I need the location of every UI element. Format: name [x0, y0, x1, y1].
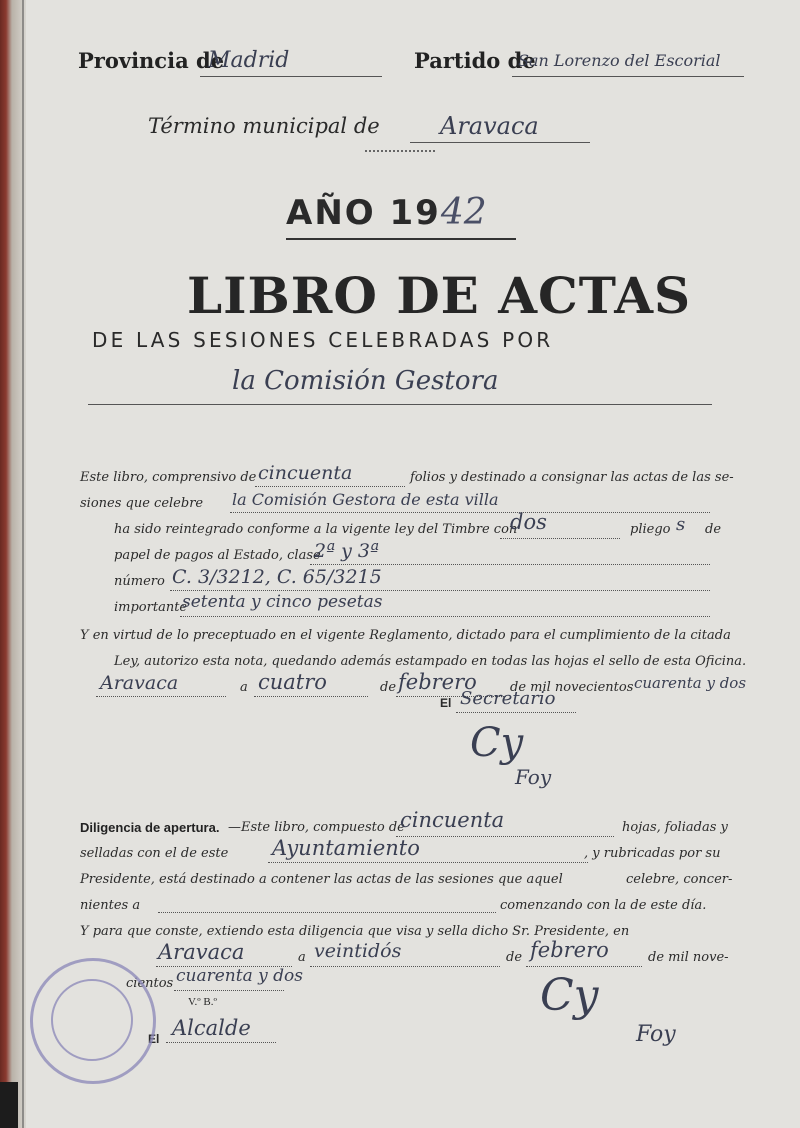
diligencia-line4-dots: [158, 912, 496, 913]
diligencia-month-dots: [526, 966, 642, 967]
diligencia-line1-b: hojas, foliadas y: [622, 820, 728, 835]
year-block: [286, 192, 516, 233]
diligencia-line5: Y para que conste, extiendo esta diligencia que visa y sella dicho Sr. Presidente, en: [80, 924, 630, 939]
nota-organo-hand: la Comisión Gestora de esta villa: [232, 490, 499, 509]
nota-day-dots: [254, 696, 368, 697]
diligencia-line1-dots: [396, 836, 614, 837]
year-underline: [286, 238, 516, 240]
nota-line6-dots: [180, 616, 710, 617]
nota-a-label: a: [240, 680, 248, 695]
nota-year-label: de mil novecientos: [510, 680, 634, 695]
partido-label: Partido de: [414, 48, 536, 73]
nota-line3-b: pliego: [630, 522, 671, 537]
diligencia-place-hand: Aravaca: [158, 940, 245, 964]
binding-edge: [22, 0, 24, 1128]
provincia-underline: [200, 76, 382, 77]
nota-line4-a: papel de pagos al Estado, clase: [114, 548, 321, 563]
year-handwritten: 42: [440, 192, 487, 233]
nota-numero-hand: C. 3/3212, C. 65/3215: [172, 566, 382, 588]
diligencia-signature: Cy: [540, 970, 599, 1021]
nota-line5-a: número: [114, 574, 165, 589]
year-label: AÑO 19: [286, 193, 441, 233]
nota-line1-b: folios y destinado a consignar las actas de las se-: [410, 470, 734, 485]
body-handwritten: la Comisión Gestora: [232, 366, 499, 396]
nota-clase-hand: 2ª y 3ª: [314, 540, 380, 562]
nota-role-dots: [456, 712, 576, 713]
termino-underline: [410, 142, 590, 143]
termino-label: Término municipal de: [148, 114, 380, 138]
stamp-inner-ring: [51, 979, 133, 1061]
nota-place-hand: Aravaca: [100, 672, 179, 694]
diligencia-sello-hand: Ayuntamiento: [272, 836, 420, 860]
nota-line2-a: siones que celebre: [80, 496, 204, 511]
diligencia-vb-label: V.º B.º: [188, 996, 217, 1008]
binding-corner: [0, 1082, 18, 1128]
partido-underline: [512, 76, 744, 77]
diligencia-day-dots: [310, 966, 500, 967]
diligencia-year-label: de mil nove-: [648, 950, 729, 965]
nota-line6-a: importante: [114, 600, 188, 615]
subtitle: DE LAS SESIONES CELEBRADAS POR: [92, 328, 554, 352]
diligencia-day-hand: veintidós: [314, 940, 402, 962]
nota-line3-a: ha sido reintegrado conforme a la vigente ley del Timbre con: [114, 522, 518, 537]
nota-line1-dots: [255, 486, 405, 487]
nota-folios-hand: cincuenta: [258, 462, 353, 484]
nota-pliegos-plural: s: [676, 514, 686, 535]
nota-signature-2: Foy: [515, 765, 552, 789]
provincia-value: Madrid: [208, 48, 290, 73]
diligencia-line3: Presidente, está destinado a contener las actas de las sesiones que aquel: [80, 872, 563, 887]
official-stamp: [30, 958, 156, 1084]
diligencia-role-hand: Alcalde: [172, 1016, 251, 1040]
nota-line5-dots: [170, 590, 710, 591]
nota-pliegos-hand: dos: [510, 510, 547, 534]
diligencia-line2-b: , y rubricadas por su: [584, 846, 721, 861]
nota-importe-hand: setenta y cinco pesetas: [182, 592, 383, 612]
nota-line2-dots: [230, 512, 710, 513]
main-title: LIBRO DE ACTAS: [187, 266, 692, 325]
diligencia-year-hand: cuarenta y dos: [176, 966, 303, 986]
diligencia-month-hand: febrero: [530, 938, 609, 962]
diligencia-a-label: a: [298, 950, 306, 965]
nota-line3-c: de: [705, 522, 722, 537]
nota-line3-dots: [500, 538, 620, 539]
diligencia-title: Diligencia de apertura.: [80, 820, 220, 835]
diligencia-el-label: El: [148, 1032, 160, 1046]
nota-year-hand: cuarenta y dos: [634, 674, 747, 692]
diligencia-signature-2: Foy: [636, 1022, 676, 1047]
nota-role-hand: Secretario: [460, 688, 556, 709]
diligencia-line2-dots: [268, 862, 588, 863]
partido-value: San Lorenzo del Escorial: [518, 51, 721, 70]
nota-el-label: El: [440, 696, 452, 710]
diligencia-line2-a: selladas con el de este: [80, 846, 229, 861]
diligencia-line1-a: —Este libro, compuesto de: [228, 820, 405, 835]
diligencia-line4-b: comenzando con la de este día.: [500, 898, 707, 913]
body-underline: [88, 404, 712, 405]
nota-line8: Ley, autorizo esta nota, quedando además estampado en todas las hojas el sello de esta Oficina.: [114, 654, 747, 669]
nota-month-hand: febrero: [398, 670, 477, 694]
termino-value: Aravaca: [440, 112, 539, 140]
diligencia-hojas-hand: cincuenta: [400, 808, 505, 832]
diligencia-year-dots: [174, 990, 284, 991]
nota-de-label: de: [380, 680, 397, 695]
diligencia-line3-b: celebre, concer-: [626, 872, 733, 887]
diligencia-de-label: de: [506, 950, 523, 965]
nota-line4-dots: [310, 564, 710, 565]
nota-line7: Y en virtud de lo preceptuado en el vigente Reglamento, dictado para el cumplimiento de la citada: [80, 628, 731, 643]
provincia-label: Provincia de: [78, 48, 225, 73]
ornament-divider: [365, 150, 435, 162]
nota-place-dots: [96, 696, 226, 697]
nota-day-hand: cuatro: [258, 670, 327, 694]
diligencia-line4-a: nientes a: [80, 898, 141, 913]
nota-line1-a: Este libro, comprensivo de: [80, 470, 257, 485]
diligencia-role-dots: [166, 1042, 276, 1043]
diligencia-line7-a: cientos: [126, 976, 174, 991]
nota-signature: Cy: [470, 720, 524, 766]
